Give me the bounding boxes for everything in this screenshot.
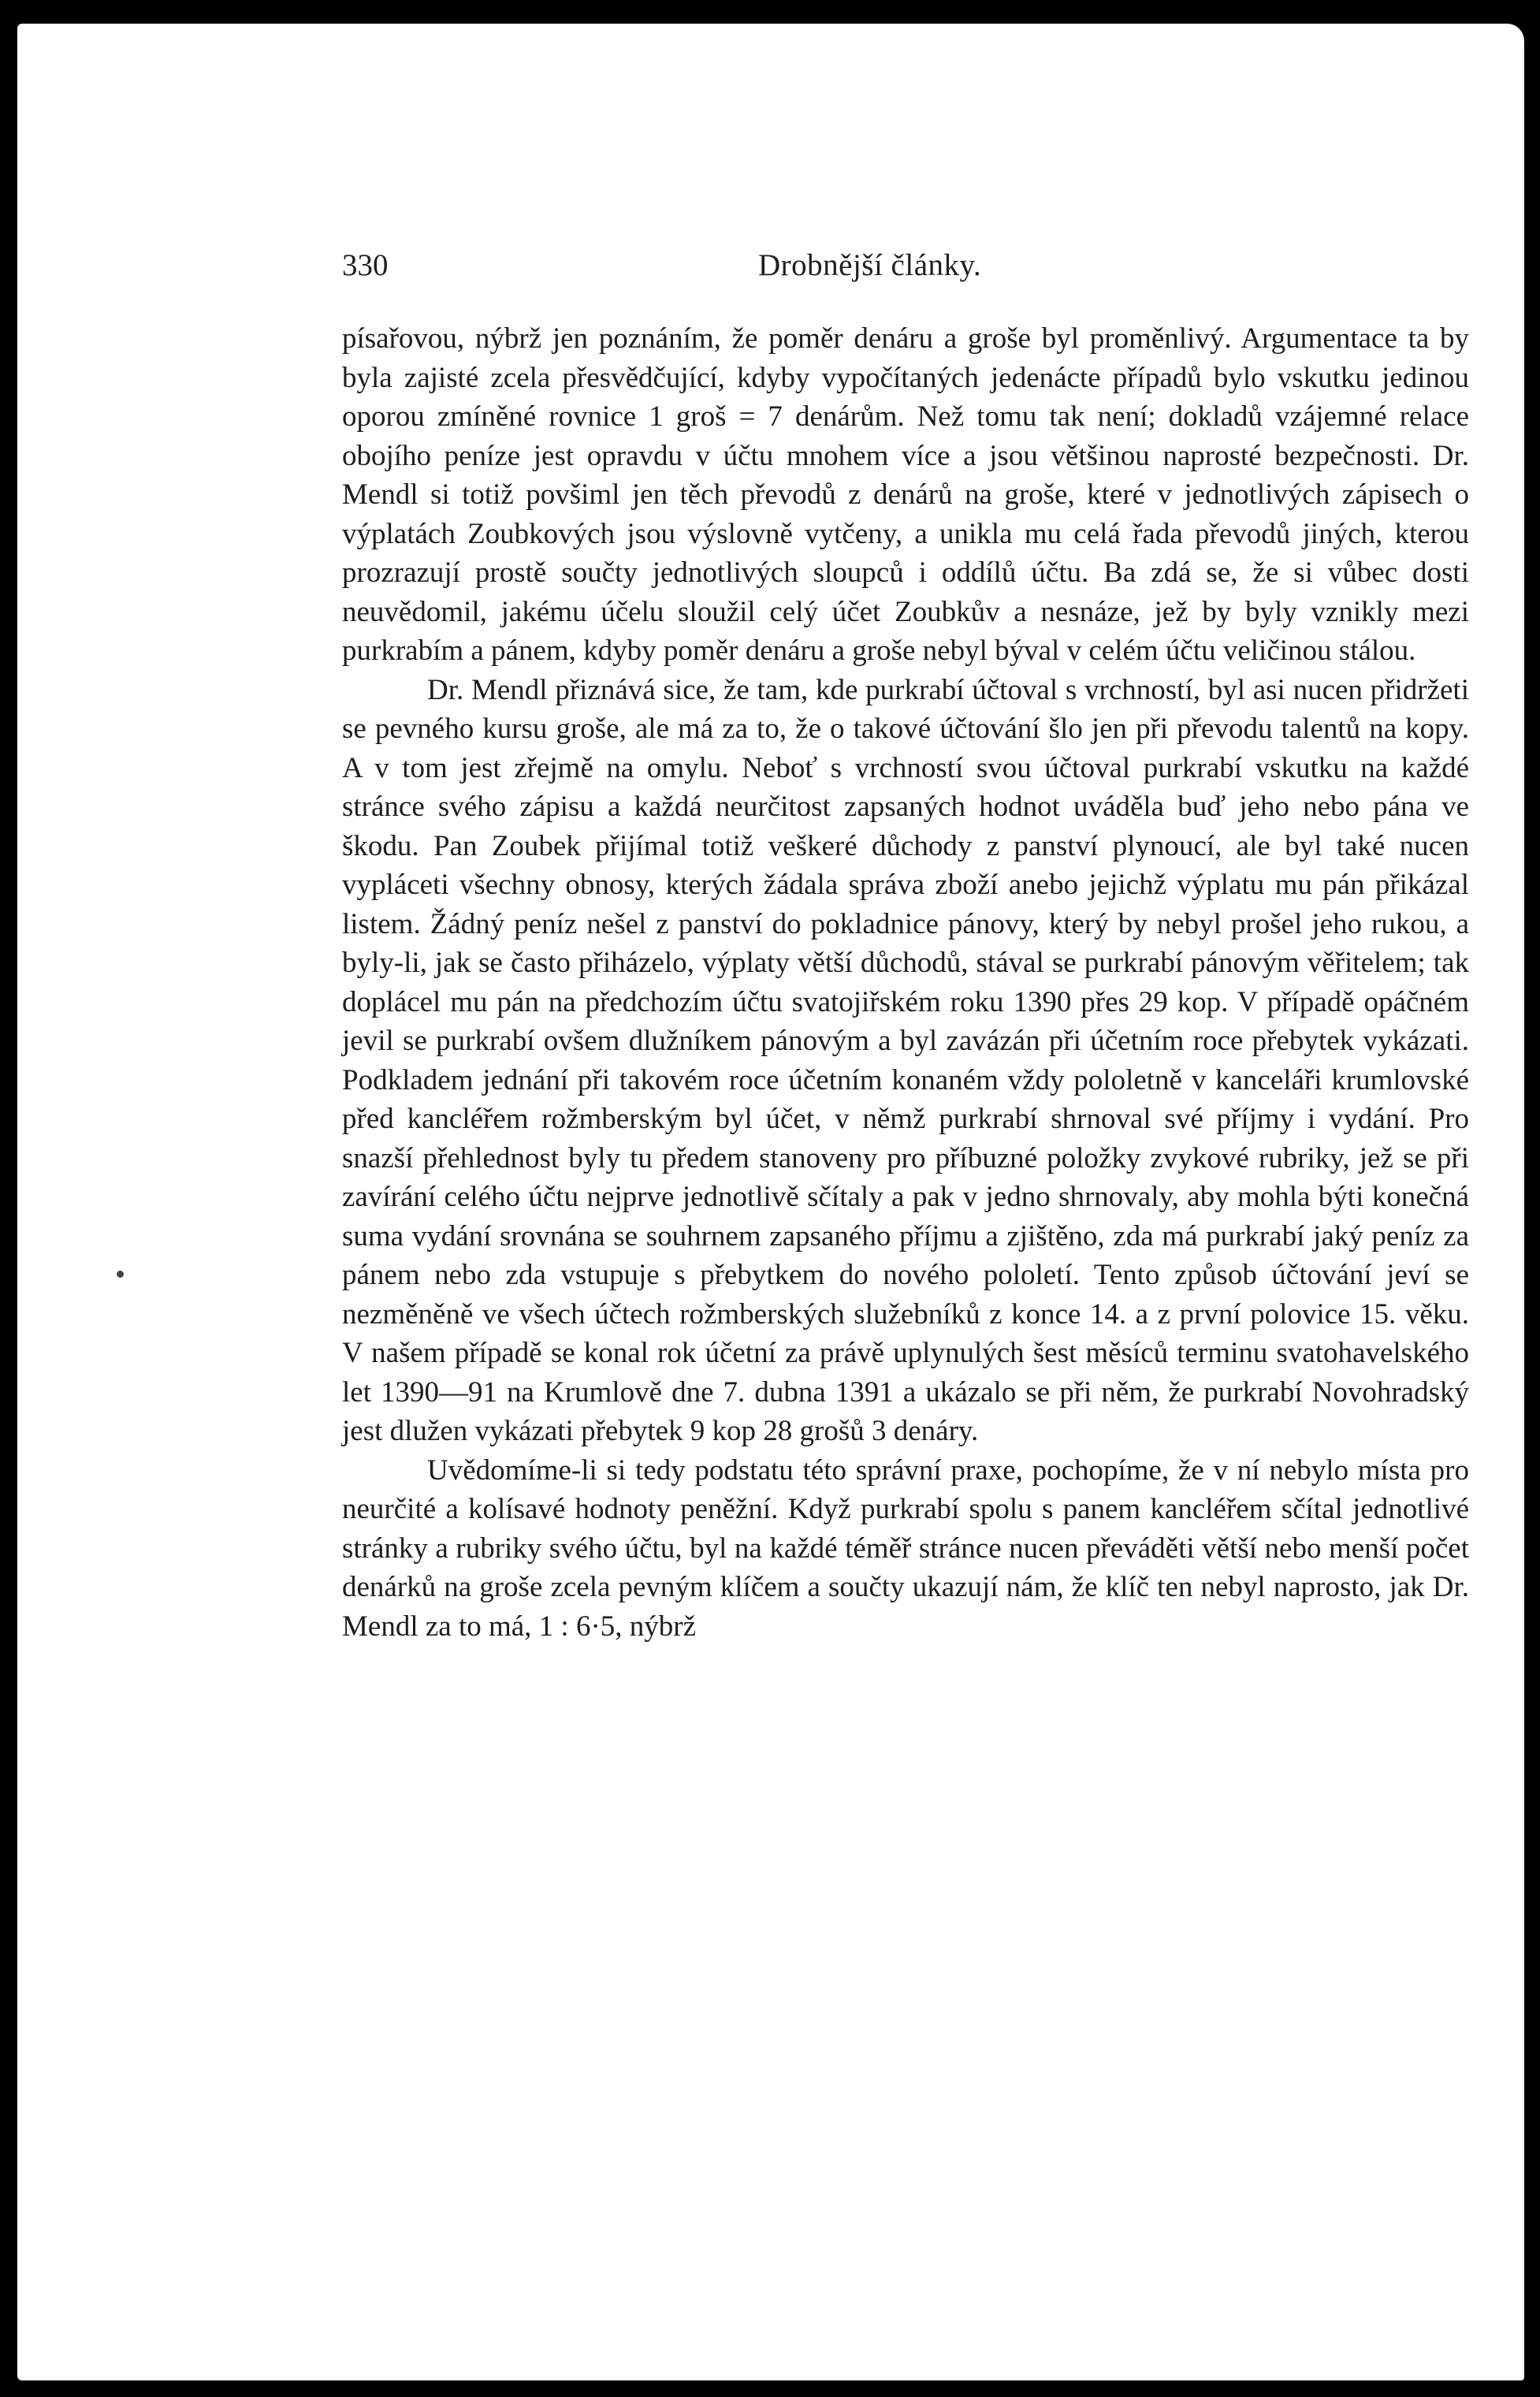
paragraph-1: písařovou, nýbrž jen poznáním, že poměr denáru a groše byl proměnlivý. Argumentace ta by byla zajisté zcela přesvědčující, kdyby vypočítaných jedenácte případů bylo vskutku jedinou oporou zmíněné rovnice 1 groš = 7 denárům. Než tomu tak není; dokladů vzájemné relace obojího peníze jest opravdu v účtu mnohem více a jsou většinou naprosté bezpečnosti. Dr. Mendl si totiž povšiml jen těch převodů z denárů na groše, které v jednotlivých zápisech o výplatách Zoubkových jsou výslovně vytčeny, a unikla mu celá řada převodů jiných, kterou prozrazují prostě součty jednotlivých sloupců i oddílů účtu. Ba zdá se, že si vůbec dosti neuvědomil, jakému účelu sloužil celý účet Zoubkův a nesnáze, jež by byly vznikly mezi purkrabím a pánem, kdyby poměr denáru a groše nebyl býval v celém účtu veličinou stálou. [342, 322, 1469, 667]
paragraph-3: Uvědomíme-li si tedy podstatu této správní praxe, pochopíme, že v ní nebylo místa pro neurčité a kolísavé hodnoty peněžní. Když purkrabí spolu s panem kancléřem sčítal jednotlivé stránky a rubriky svého účtu, byl na každé téměř stránce nucen převáděti větší nebo menší počet denárků na groše zcela pevným klíčem a součty ukazují nám, že klíč ten nebyl naprosto, jak Dr. Mendl za to má, 1 : 6·5, nýbrž [342, 1453, 1469, 1643]
scanned-page [17, 24, 1524, 2380]
body-text [342, 319, 1469, 1646]
page-number: 330 [342, 248, 389, 282]
running-head [342, 238, 1469, 293]
running-title: Drobnější články. [758, 248, 982, 282]
paragraph-2: Dr. Mendl přiznává sice, že tam, kde purkrabí účtoval s vrchností, byl asi nucen přidržeti se pevného kursu groše, ale má za to, že o takové účtování šlo jen při převodu talentů na kopy. A v tom jest zřejmě na omylu. Neboť s vrchností svou účtoval purkrabí vskutku na každé stránce svého zápisu a každá neurčitost zapsaných hodnot uváděla buď jeho nebo pána ve škodu. Pan Zoubek přijímal totiž veškeré důchody z panství plynoucí, ale byl také nucen vypláceti všechny obnosy, kterých žádala správa zboží anebo jejichž výplatu mu pán přikázal listem. Žádný peníz nešel z panství do pokladnice pánovy, který by nebyl prošel jeho rukou, a byly-li, jak se často přiházelo, výplaty větší důchodů, stával se purkrabí pánovým věřitelem; tak doplácel mu pán na předchozím účtu svatojiřském roku 1390 přes 29 kop. V případě opáčném jevil se purkrabí ovšem dlužníkem pánovým a byl zavázán při účetním roce přebytek vykázati. Podkladem jednání při takovém roce účetním konaném vždy pololetně v kanceláři krumlovské před kancléřem rožmberským byl účet, v němž purkrabí shrnoval své příjmy i vydání. Pro snazší přehlednost byly tu předem stanoveny pro příbuzné položky zvykové rubriky, jež se při zavírání celého účtu nejprve jednotlivě sčítaly a pak v jedno shrnovaly, aby mohla býti konečná suma vydání srovnána se souhrnem zapsaného příjmu a zjištěno, zda má purkrabí jaký peníz za pánem nebo zda vstupuje s přebytkem do nového pololetí. Tento způsob účtování jeví se nezměněně ve všech účtech rožmberských služebníků z konce 14. a z první polovice 15. věku. V našem případě se konal rok účetní za právě uplynulých šest měsíců terminu svatohavelského let 1390—91 na Krumlově dne 7. dubna 1391 a ukázalo se při něm, že purkrabí Novohradský jest dlužen vykázati přebytek 9 kop 28 grošů 3 denáry. [342, 673, 1469, 1447]
scan-speck [117, 1271, 124, 1278]
